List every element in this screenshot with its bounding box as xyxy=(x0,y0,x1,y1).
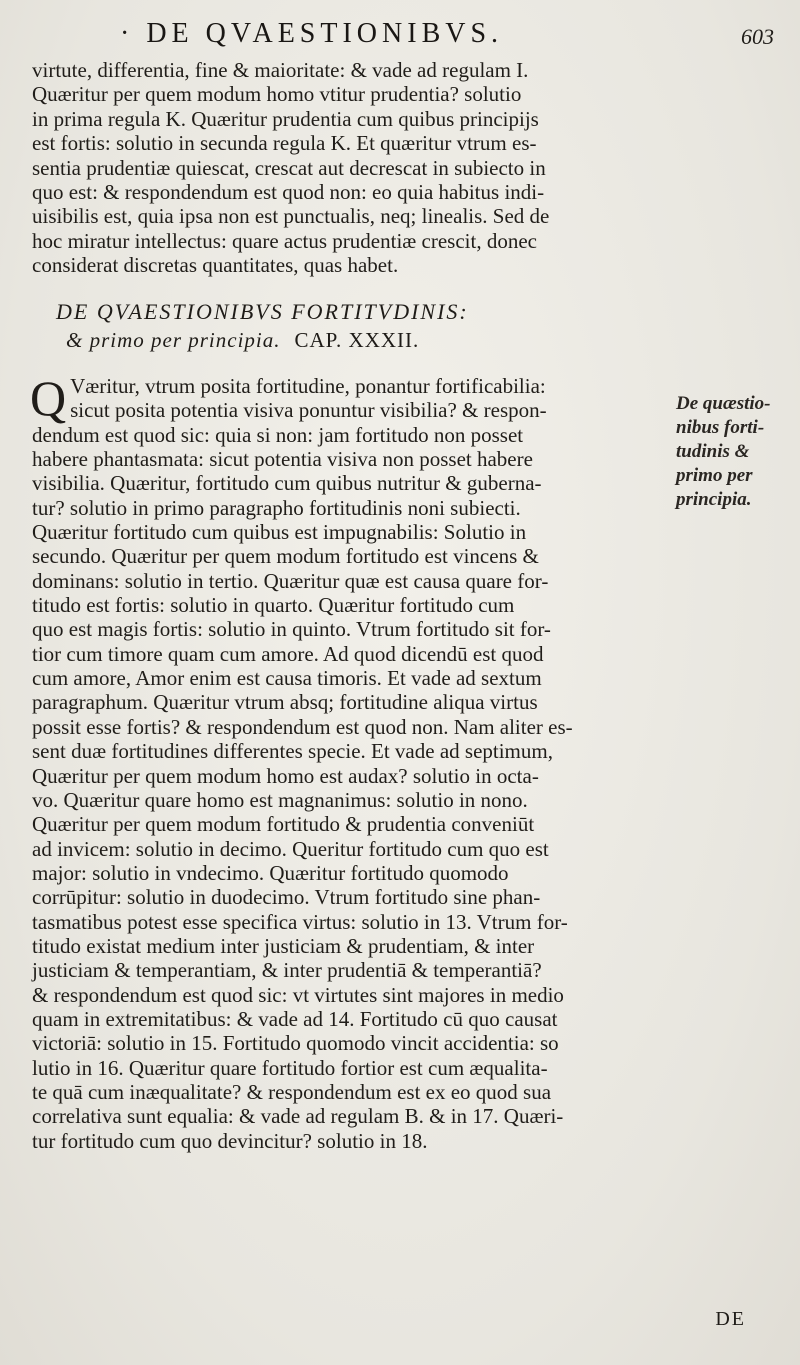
running-head xyxy=(0,14,800,58)
heading-title: DE QVAESTIONIBVS FORTITVDINIS: xyxy=(56,299,469,324)
text-line: tur fortitudo cum quo devincitur? solutio in 18. xyxy=(32,1128,428,1153)
page-number: 603 xyxy=(741,24,774,49)
text-line: Quæritur per quem modum homo est audax? solutio in octa- xyxy=(32,763,539,788)
chapter-body xyxy=(30,370,672,1153)
text-line: virtute, differentia, fine & maioritate: & vade ad regulam I. xyxy=(32,58,529,82)
text-line: visibilia. Quæritur, fortitudo cum quibus nutritur & guberna- xyxy=(32,471,542,496)
text-line: & respondendum est quod sic: vt virtutes sint majores in medio xyxy=(32,982,564,1007)
intro-paragraph xyxy=(32,58,672,278)
text-line: Quæritur fortitudo cum quibus est impugnabilis: Solutio in xyxy=(32,520,527,545)
text-line: ad invicem: solutio in decimo. Queritur fortitudo cum quo est xyxy=(32,836,549,861)
text-line: corrūpitur: solutio in duodecimo. Vtrum fortitudo sine phan- xyxy=(32,885,541,910)
text-line: major: solutio in vndecimo. Quæritur fortitudo quomodo xyxy=(32,860,509,885)
text-line: sentia prudentiæ quiescat, crescat aut decrescat in subiecto in xyxy=(32,155,546,180)
text-line: quo est magis fortis: solutio in quinto. Vtrum fortitudo sit for- xyxy=(32,617,551,642)
text-line: dendum est quod sic: quia si non: jam fortitudo non posset xyxy=(32,422,524,447)
text-line: est fortis: solutio in secunda regula K. Et quæritur vtrum es- xyxy=(32,131,537,156)
text-line: hoc miratur intellectus: quare actus prudentiæ crescit, donec xyxy=(32,228,537,253)
text-line: sent duæ fortitudines differentes specie. Et vade ad septimum, xyxy=(32,739,553,764)
text-line: te quā cum inæqualitate? & respondendum est ex eo quod sua xyxy=(32,1079,552,1104)
text-line: habere phantasmata: sicut potentia visiva non posset habere xyxy=(32,447,533,472)
text-line: victoriā: solutio in 15. Fortitudo quomodo vincit accidentia: so xyxy=(32,1031,559,1056)
marginal-line: tudinis & xyxy=(676,441,750,462)
text-line: quo est: & respondendum est quod non: eo quia habitus indi- xyxy=(32,180,545,205)
text-line: considerat discretas quantitates, quas habet. xyxy=(32,253,399,278)
chapter-heading xyxy=(56,298,746,354)
text-line: sicut posita potentia visiva ponuntur visibilia? & respon- xyxy=(70,398,547,423)
text-line: paragraphum. Quæritur vtrum absq; fortitudine aliqua virtus xyxy=(32,690,538,715)
text-line: justiciam & temperantiam, & inter prudentiā & temperantiā? xyxy=(32,958,542,983)
text-line: dominans: solutio in tertio. Quæritur quæ est causa quare for- xyxy=(32,568,549,593)
running-title: · DE QVAESTIONIBVS. xyxy=(120,18,504,49)
text-line: correlativa sunt equalia: & vade ad regulam B. & in 17. Quæri- xyxy=(32,1104,564,1129)
marginal-note xyxy=(676,392,786,512)
text-line: quam in extremitatibus: & vade ad 14. Fortitudo cū quo causat xyxy=(32,1006,558,1031)
marginal-line: primo per xyxy=(676,465,753,486)
text-line: tior cum timore quam cum amore. Ad quod dicendū est quod xyxy=(32,641,544,666)
text-line: Quæritur per quem modum fortitudo & prudentia conveniūt xyxy=(32,812,535,837)
heading-subtitle: & primo per principia. xyxy=(66,328,281,352)
text-line: vo. Quæritur quare homo est magnanimus: solutio in nono. xyxy=(32,787,528,812)
text-line: titudo est fortis: solutio in quarto. Quæritur fortitudo cum xyxy=(32,593,515,618)
marginal-line: De quæstio- xyxy=(676,393,771,414)
text-line: in prima regula K. Quæritur prudentia cum quibus principijs xyxy=(32,106,539,131)
text-line: secundo. Quæritur per quem modum fortitudo est vincens & xyxy=(32,544,539,569)
catchword: DE xyxy=(715,1308,746,1330)
text-line: possit esse fortis? & respondendum est quod non. Nam aliter es- xyxy=(32,714,573,739)
text-line: titudo existat medium inter justiciam & prudentiam, & inter xyxy=(32,933,535,958)
text-line: Væritur, vtrum posita fortitudine, ponantur fortificabilia: xyxy=(70,374,546,398)
text-line: tur? solutio in primo paragrapho fortitudinis noni subiecti. xyxy=(32,495,521,520)
marginal-line: nibus forti- xyxy=(676,417,765,438)
text-line: uisibilis est, quia ipsa non est punctualis, neq; linealis. Sed de xyxy=(32,204,550,229)
drop-cap: Q xyxy=(30,370,67,426)
text-line: lutio in 16. Quæritur quare fortitudo fortior est cum æqualita- xyxy=(32,1055,548,1080)
text-line: cum amore, Amor enim est causa timoris. Et vade ad sextum xyxy=(32,666,542,691)
text-line: Quæritur per quem modum homo vtitur prudentia? solutio xyxy=(32,82,522,107)
chapter-number: CAP. XXXII. xyxy=(294,328,420,352)
heading-subtitle-line xyxy=(56,326,746,354)
text-line: tasmatibus potest esse specifica virtus: solutio in 13. Vtrum for- xyxy=(32,909,568,934)
marginal-line: principia. xyxy=(676,489,752,510)
